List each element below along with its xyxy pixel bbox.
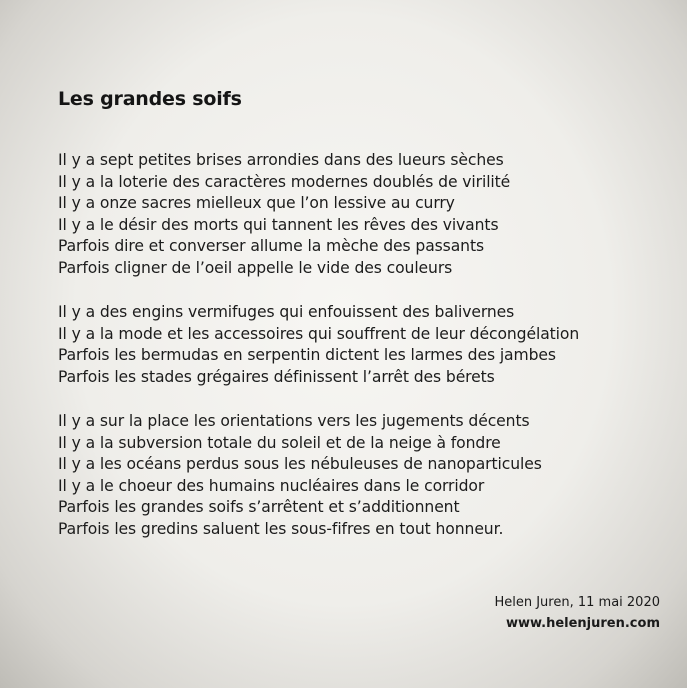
stanza-1 xyxy=(58,150,668,279)
signature-block xyxy=(494,592,660,634)
poem-line: Il y a la loterie des caractères modernes doublés de virilité xyxy=(58,172,511,191)
poem-line: Il y a la subversion totale du soleil et de la neige à fondre xyxy=(58,433,501,452)
poem-line: Parfois les grandes soifs s’arrêtent et s’additionnent xyxy=(58,498,460,516)
poem-line: Il y a sur la place les orientations vers les jugements décents xyxy=(58,412,530,430)
poem-line: Parfois les gredins saluent les sous-fifres en tout honneur. xyxy=(58,519,504,538)
poem-line: Parfois cligner de l’oeil appelle le vide des couleurs xyxy=(58,258,453,277)
poem-line: Il y a le choeur des humains nucléaires dans le corridor xyxy=(58,476,485,495)
poem-line: Parfois les bermudas en serpentin dictent les larmes des jambes xyxy=(58,346,556,364)
poem-line: Il y a onze sacres mielleux que l’on lessive au curry xyxy=(58,194,455,212)
poem-line: Il y a le désir des morts qui tannent les rêves des vivants xyxy=(58,215,499,234)
poem-line: Il y a sept petites brises arrondies dans des lueurs sèches xyxy=(58,151,504,169)
poem-line: Parfois dire et converser allume la mèche des passants xyxy=(58,237,484,255)
poem-line: Il y a les océans perdus sous les nébuleuses de nanoparticules xyxy=(58,455,542,473)
poem-line: Parfois les stades grégaires définissent l’arrêt des bérets xyxy=(58,367,495,386)
poem-body xyxy=(58,150,668,563)
stanza-2 xyxy=(58,302,668,388)
poem-title: Les grandes soifs xyxy=(58,88,242,110)
website-link[interactable]: www.helenjuren.com xyxy=(505,616,660,631)
poem-line: Il y a des engins vermifuges qui enfouissent des balivernes xyxy=(58,303,515,321)
poem-line: Il y a la mode et les accessoires qui souffrent de leur décongélation xyxy=(58,324,580,343)
stanza-3 xyxy=(58,411,668,540)
author-date: Helen Juren, 11 mai 2020 xyxy=(494,595,660,610)
